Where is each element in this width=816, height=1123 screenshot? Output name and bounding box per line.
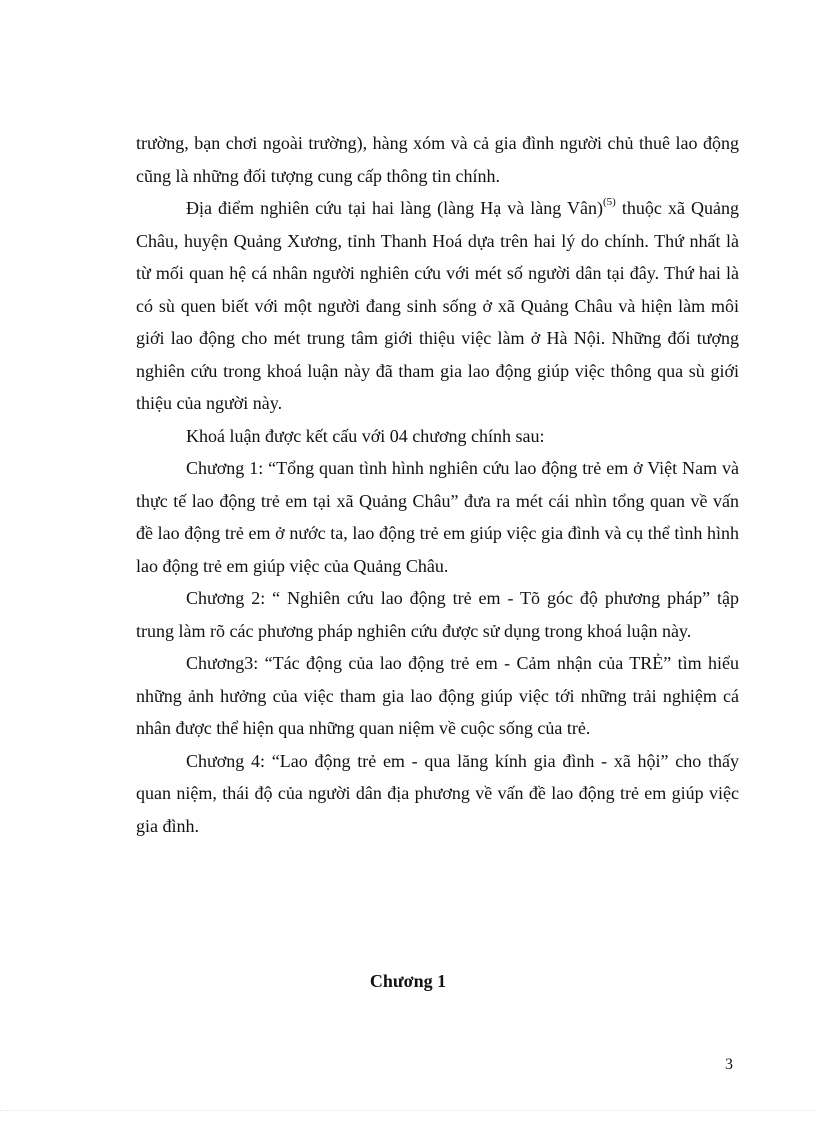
paragraph-study-location	[136, 192, 739, 420]
paragraph-intro-continued: trường, bạn chơi ngoài trường), hàng xóm và cả gia đình người chủ thuê lao động cũng là những đối tượng cung cấp thông tin chính.	[136, 133, 739, 186]
chapter-heading: Chương 1	[369, 971, 447, 991]
page-bottom-divider	[0, 1110, 816, 1111]
paragraph-chapter-2-summary: Chương 2: “ Nghiên cứu lao động trẻ em - Tõ góc độ phương pháp” tập trung làm rõ các phương pháp nghiên cứu được sử dụng trong khoá luận này.	[136, 588, 739, 641]
paragraph-study-location-text: Địa điểm nghiên cứu tại hai làng (làng Hạ và làng Vân)	[186, 198, 604, 218]
paragraph-chapter-1-summary: Chương 1: “Tổng quan tình hình nghiên cứu lao động trẻ em ở Việt Nam và thực tế lao động trẻ em tại xã Quảng Châu” đưa ra mét cái nhìn tổng quan về vấn đề lao động trẻ em ở nước ta, lao động trẻ em giúp việc gia đình và cụ thể tình hình lao động trẻ em giúp việc của Quảng Châu.	[136, 458, 739, 576]
paragraph-chapter-3-summary: Chương3: “Tác động của lao động trẻ em - Cảm nhận của TRẺ” tìm hiểu những ảnh hưởng của việc tham gia lao động giúp việc tới những trải nghiệm cá nhân được thể hiện qua những quan niệm về cuộc sống của trẻ.	[136, 653, 739, 738]
paragraph-chapter-4-summary: Chương 4: “Lao động trẻ em - qua lăng kính gia đình - xã hội” cho thấy quan niệm, thái độ của người dân địa phương về vấn đề lao động trẻ em giúp việc gia đình.	[136, 750, 739, 836]
paragraph-structure-intro: Khoá luận được kết cấu với 04 chương chính sau:	[186, 425, 545, 446]
document-body	[136, 127, 739, 842]
paragraph-study-location-text-continued: thuộc xã Quảng Châu, huyện Quảng Xương, tỉnh Thanh Hoá dựa trên hai lý do chính. Thứ nhất là từ mối quan hệ cá nhân người nghiên cứu với mét số người dân tại đây. Thứ hai là có sù quen biết với một người đang sinh sống ở xã Quảng Châu và hiện làm môi giới lao động cho mét trung tâm giới thiệu việc làm ở Hà Nội. Những đối tượng nghiên cứu trong khoá luận này đã tham gia lao động giúp việc thông qua sù giới thiệu của người này.	[136, 198, 740, 413]
footnote-reference[interactable]: (5)	[603, 196, 616, 208]
page-number: 3	[725, 1056, 733, 1073]
